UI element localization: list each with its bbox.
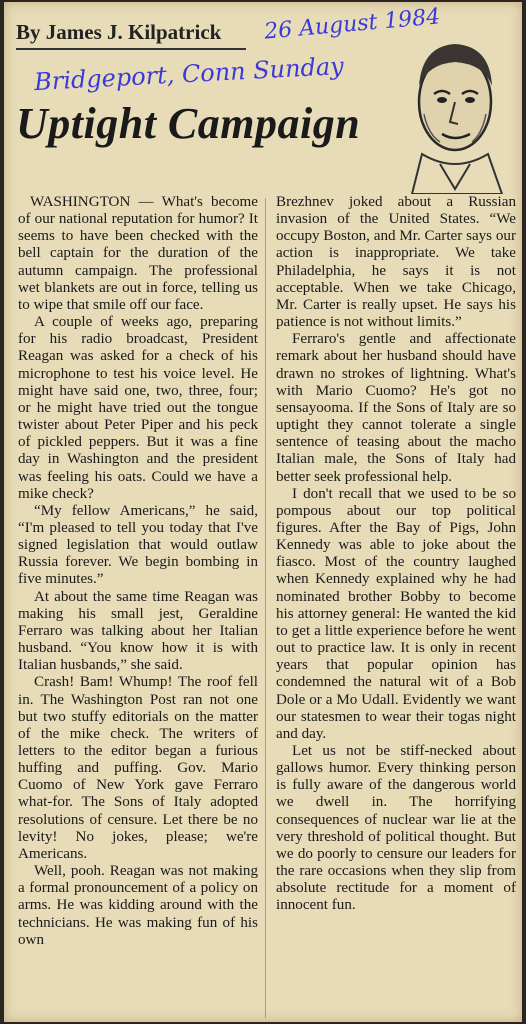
byline: By James J. Kilpatrick xyxy=(16,20,222,44)
author-portrait xyxy=(392,24,518,194)
paragraph: “My fellow Americans,” he said, “I'm pleased to tell you today that I've signed legislation that would outlaw Russia forever. We begin bombing in five minutes.” xyxy=(18,502,258,588)
article-column-1 xyxy=(18,194,258,949)
article-column-2 xyxy=(276,194,516,915)
handwritten-source: Bridgeport, Conn Sunday xyxy=(33,51,345,97)
paragraph: At about the same time Reagan was making his small jest, Geraldine Ferraro was talking about her Italian husband. “You know how it is with Italian husbands,” she said. xyxy=(18,588,258,674)
paragraph: WASHINGTON — What's become of our national reputation for humor? It seems to have been checked with the bell captain for the duration of the autumn campaign. The professional wet blankets are out in force, telling us to wipe that smile off our face. xyxy=(18,194,258,313)
paragraph: Well, pooh. Reagan was not making a formal pronouncement of a policy on arms. He was kidding around with the technicians. He was making fun of his own xyxy=(18,863,258,948)
headline: Uptight Campaign xyxy=(16,99,361,148)
handwritten-date: 26 August 1984 xyxy=(263,4,442,45)
paragraph: Brezhnev joked about a Russian invasion of the United States. “We occupy Boston, and Mr. Carter says our action is inappropriate. We take Philadelphia, he says it is not acceptable. When we take Chicago, Mr. Carter is really upset. He says his patience is not without limits.” xyxy=(276,194,516,331)
paragraph: Ferraro's gentle and affectionate remark about her husband should have drawn no strokes of lightning. What's with Mario Cuomo? He's got no sensayooma. If the Sons of Italy are so uptight they cannot tolerate a single sentence of teasing about the macho Italian male, the Sons of Italy had better seek professional help. xyxy=(276,331,516,485)
byline-rule xyxy=(16,48,246,50)
paragraph: A couple of weeks ago, preparing for his radio broadcast, President Reagan was asked for a check of his microphone to test his voice level. He might have said one, two, three, four; or he might have tried out the tongue twister about Peter Piper and his peck of pickled peppers. But it was a fine day in Washington and the president was feeling his oats. Could we have a mike check? xyxy=(18,314,258,502)
paragraph: I don't recall that we used to be so pompous about our top political figures. After the Bay of Pigs, John Kennedy was able to joke about the fiasco. Most of the country laughed when Kennedy explained why he had nominated brother Bobby to become his attorney general: He wanted the kid to get a little experience before he went out to practice law. It is only in recent years that popular opinion has condemned the natural wit of a Bob Dole or a Mo Udall. Evidently we want our statesmen to wear their togas night and day. xyxy=(276,485,516,742)
column-divider xyxy=(265,198,266,1018)
newspaper-clipping xyxy=(4,2,522,1022)
paragraph: Crash! Bam! Whump! The roof fell in. The Washington Post ran not one but two stuffy editorials on the matter of the mike check. The writers of letters to the editor began a furious huffing and puffing. Gov. Mario Cuomo of New York gave Ferraro what-for. The Sons of Italy adopted resolutions of censure. Let there be no levity! No jokes, please; we're Americans. xyxy=(18,674,258,862)
paragraph: Let us not be stiff-necked about gallows humor. Every thinking person is fully aware of the dangerous world we dwell in. The horrifying consequences of nuclear war lie at the very threshold of political thought. But we do poorly to censure our leaders for the rare occasions when they slip from absolute rectitude for a moment of innocent fun. xyxy=(276,743,516,914)
